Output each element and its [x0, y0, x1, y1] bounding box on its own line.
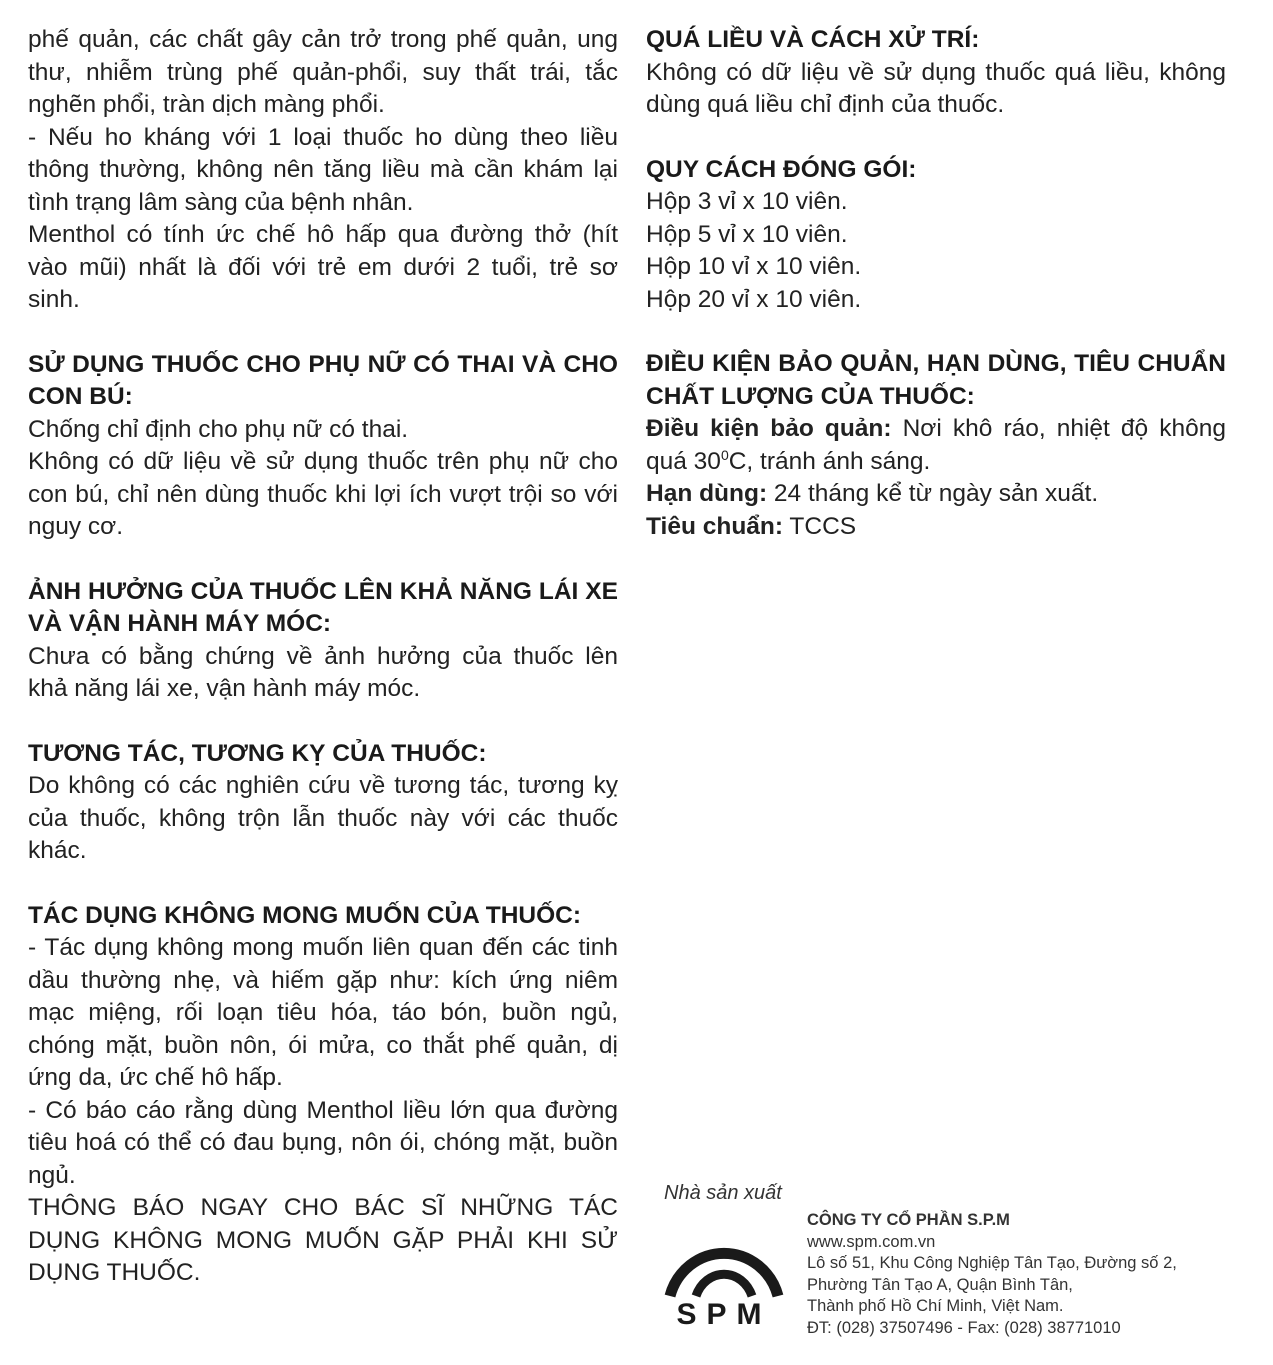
- driving-heading: ẢNH HƯỞNG CỦA THUỐC LÊN KHẢ NĂNG LÁI XE VÀ VẬN HÀNH MÁY MÓC:: [28, 577, 618, 637]
- spm-logo: [656, 1220, 792, 1332]
- company-website: www.spm.com.vn: [807, 1232, 936, 1251]
- storage-label: Điều kiện bảo quản:: [646, 415, 892, 442]
- storage-degree-sup: 0: [720, 446, 729, 463]
- manufacturer-info: [807, 1210, 1237, 1339]
- storage-text-b: C, tránh ánh sáng.: [728, 447, 931, 475]
- side-effects-heading: TÁC DỤNG KHÔNG MONG MUỐN CỦA THUỐC:: [28, 901, 582, 929]
- manufacturer-label: Nhà sản xuất: [664, 1182, 782, 1204]
- standard-line: [646, 511, 1226, 544]
- side-effects-line-1: - Tác dụng không mong muốn liên quan đến các tinh dầu thường nhẹ, và hiếm gặp như: kích ứng niêm mạc miệng, rối loạn tiêu hóa, táo bón, buồn ngủ, chóng mặt, buồn nôn, ói mửa, co thắt phế quản, dị ứng da, ức chế hô hấp.: [28, 934, 618, 1091]
- right-column: [646, 24, 1226, 543]
- pregnancy-line-1: Chống chỉ định cho phụ nữ có thai.: [28, 415, 409, 443]
- overdose-line-1: Không có dữ liệu về sử dụng thuốc quá liều, không dùng quá liều chỉ định của thuốc.: [646, 58, 1226, 118]
- company-address-3: Thành phố Hồ Chí Minh, Việt Nam.: [807, 1297, 1064, 1315]
- expiry-line: [646, 478, 1226, 511]
- logo-text: SPM: [676, 1298, 772, 1331]
- left-column: [28, 24, 618, 1290]
- storage-conditions: [646, 413, 1226, 478]
- storage-text-a: Nơi khô ráo, nhiệt độ không quá 30: [646, 415, 1226, 475]
- company-phone-fax: ĐT: (028) 37507496 - Fax: (028) 38771010: [807, 1318, 1121, 1337]
- expiry-label: Hạn dùng:: [646, 480, 768, 507]
- side-effects-warning: THÔNG BÁO NGAY CHO BÁC SĨ NHỮNG TÁC DỤNG KHÔNG MONG MUỐN GẶP PHẢI KHI SỬ DỤNG THUỐC.: [28, 1194, 618, 1286]
- pregnancy-heading: SỬ DỤNG THUỐC CHO PHỤ NỮ CÓ THAI VÀ CHO CON BÚ:: [28, 350, 618, 410]
- packaging-line-3: Hộp 10 vỉ x 10 viên.: [646, 253, 862, 280]
- standard-text: TCCS: [783, 512, 857, 540]
- intro-paragraph-1: phế quản, các chất gây cản trở trong phế quản, ung thư, nhiễm trùng phế quản-phổi, suy thất trái, tắc nghẽn phổi, tràn dịch màng phổi.: [28, 26, 618, 118]
- packaging-line-1: Hộp 3 vỉ x 10 viên.: [646, 188, 848, 215]
- side-effects-line-2: - Có báo cáo rằng dùng Menthol liều lớn qua đường tiêu hoá có thể có đau bụng, nôn ói, chóng mặt, buồn ngủ.: [28, 1096, 618, 1189]
- intro-paragraph-2: - Nếu ho kháng với 1 loại thuốc ho dùng theo liều thông thường, không nên tăng liều mà cần khám lại tình trạng lâm sàng của bệnh nhân.: [28, 123, 618, 216]
- company-address-1: Lô số 51, Khu Công Nghiệp Tân Tạo, Đường số 2,: [807, 1254, 1177, 1272]
- packaging-heading: QUY CÁCH ĐÓNG GÓI:: [646, 155, 917, 183]
- interactions-heading: TƯƠNG TÁC, TƯƠNG KỴ CỦA THUỐC:: [28, 739, 487, 767]
- company-address-2: Phường Tân Tạo A, Quận Bình Tân,: [807, 1275, 1073, 1294]
- interactions-line-1: Do không có các nghiên cứu về tương tác, tương kỵ của thuốc, không trộn lẫn thuốc này với các thuốc khác.: [28, 772, 618, 864]
- packaging-line-4: Hộp 20 vỉ x 10 viên.: [646, 285, 862, 313]
- intro-paragraph-3: Menthol có tính ức chế hô hấp qua đường thở (hít vào mũi) nhất là đối với trẻ em dưới 2 tuổi, trẻ sơ sinh.: [28, 221, 618, 313]
- overdose-heading: QUÁ LIỀU VÀ CÁCH XỬ TRÍ:: [646, 26, 980, 53]
- expiry-text: 24 tháng kể từ ngày sản xuất.: [767, 480, 1099, 507]
- packaging-line-2: Hộp 5 vỉ x 10 viên.: [646, 220, 848, 248]
- company-name: CÔNG TY CỔ PHẦN S.P.M: [807, 1211, 1010, 1229]
- standard-label: Tiêu chuẩn:: [646, 512, 784, 540]
- logo-arc-inner: [696, 1274, 752, 1296]
- driving-line-1: Chưa có bằng chứng về ảnh hưởng của thuốc lên khả năng lái xe, vận hành máy móc.: [28, 642, 618, 702]
- storage-heading: ĐIỀU KIỆN BẢO QUẢN, HẠN DÙNG, TIÊU CHUẨN CHẤT LƯỢNG CỦA THUỐC:: [646, 350, 1226, 410]
- pregnancy-line-2: Không có dữ liệu về sử dụng thuốc trên phụ nữ cho con bú, chỉ nên dùng thuốc khi lợi ích vượt trội so với nguy cơ.: [28, 448, 618, 540]
